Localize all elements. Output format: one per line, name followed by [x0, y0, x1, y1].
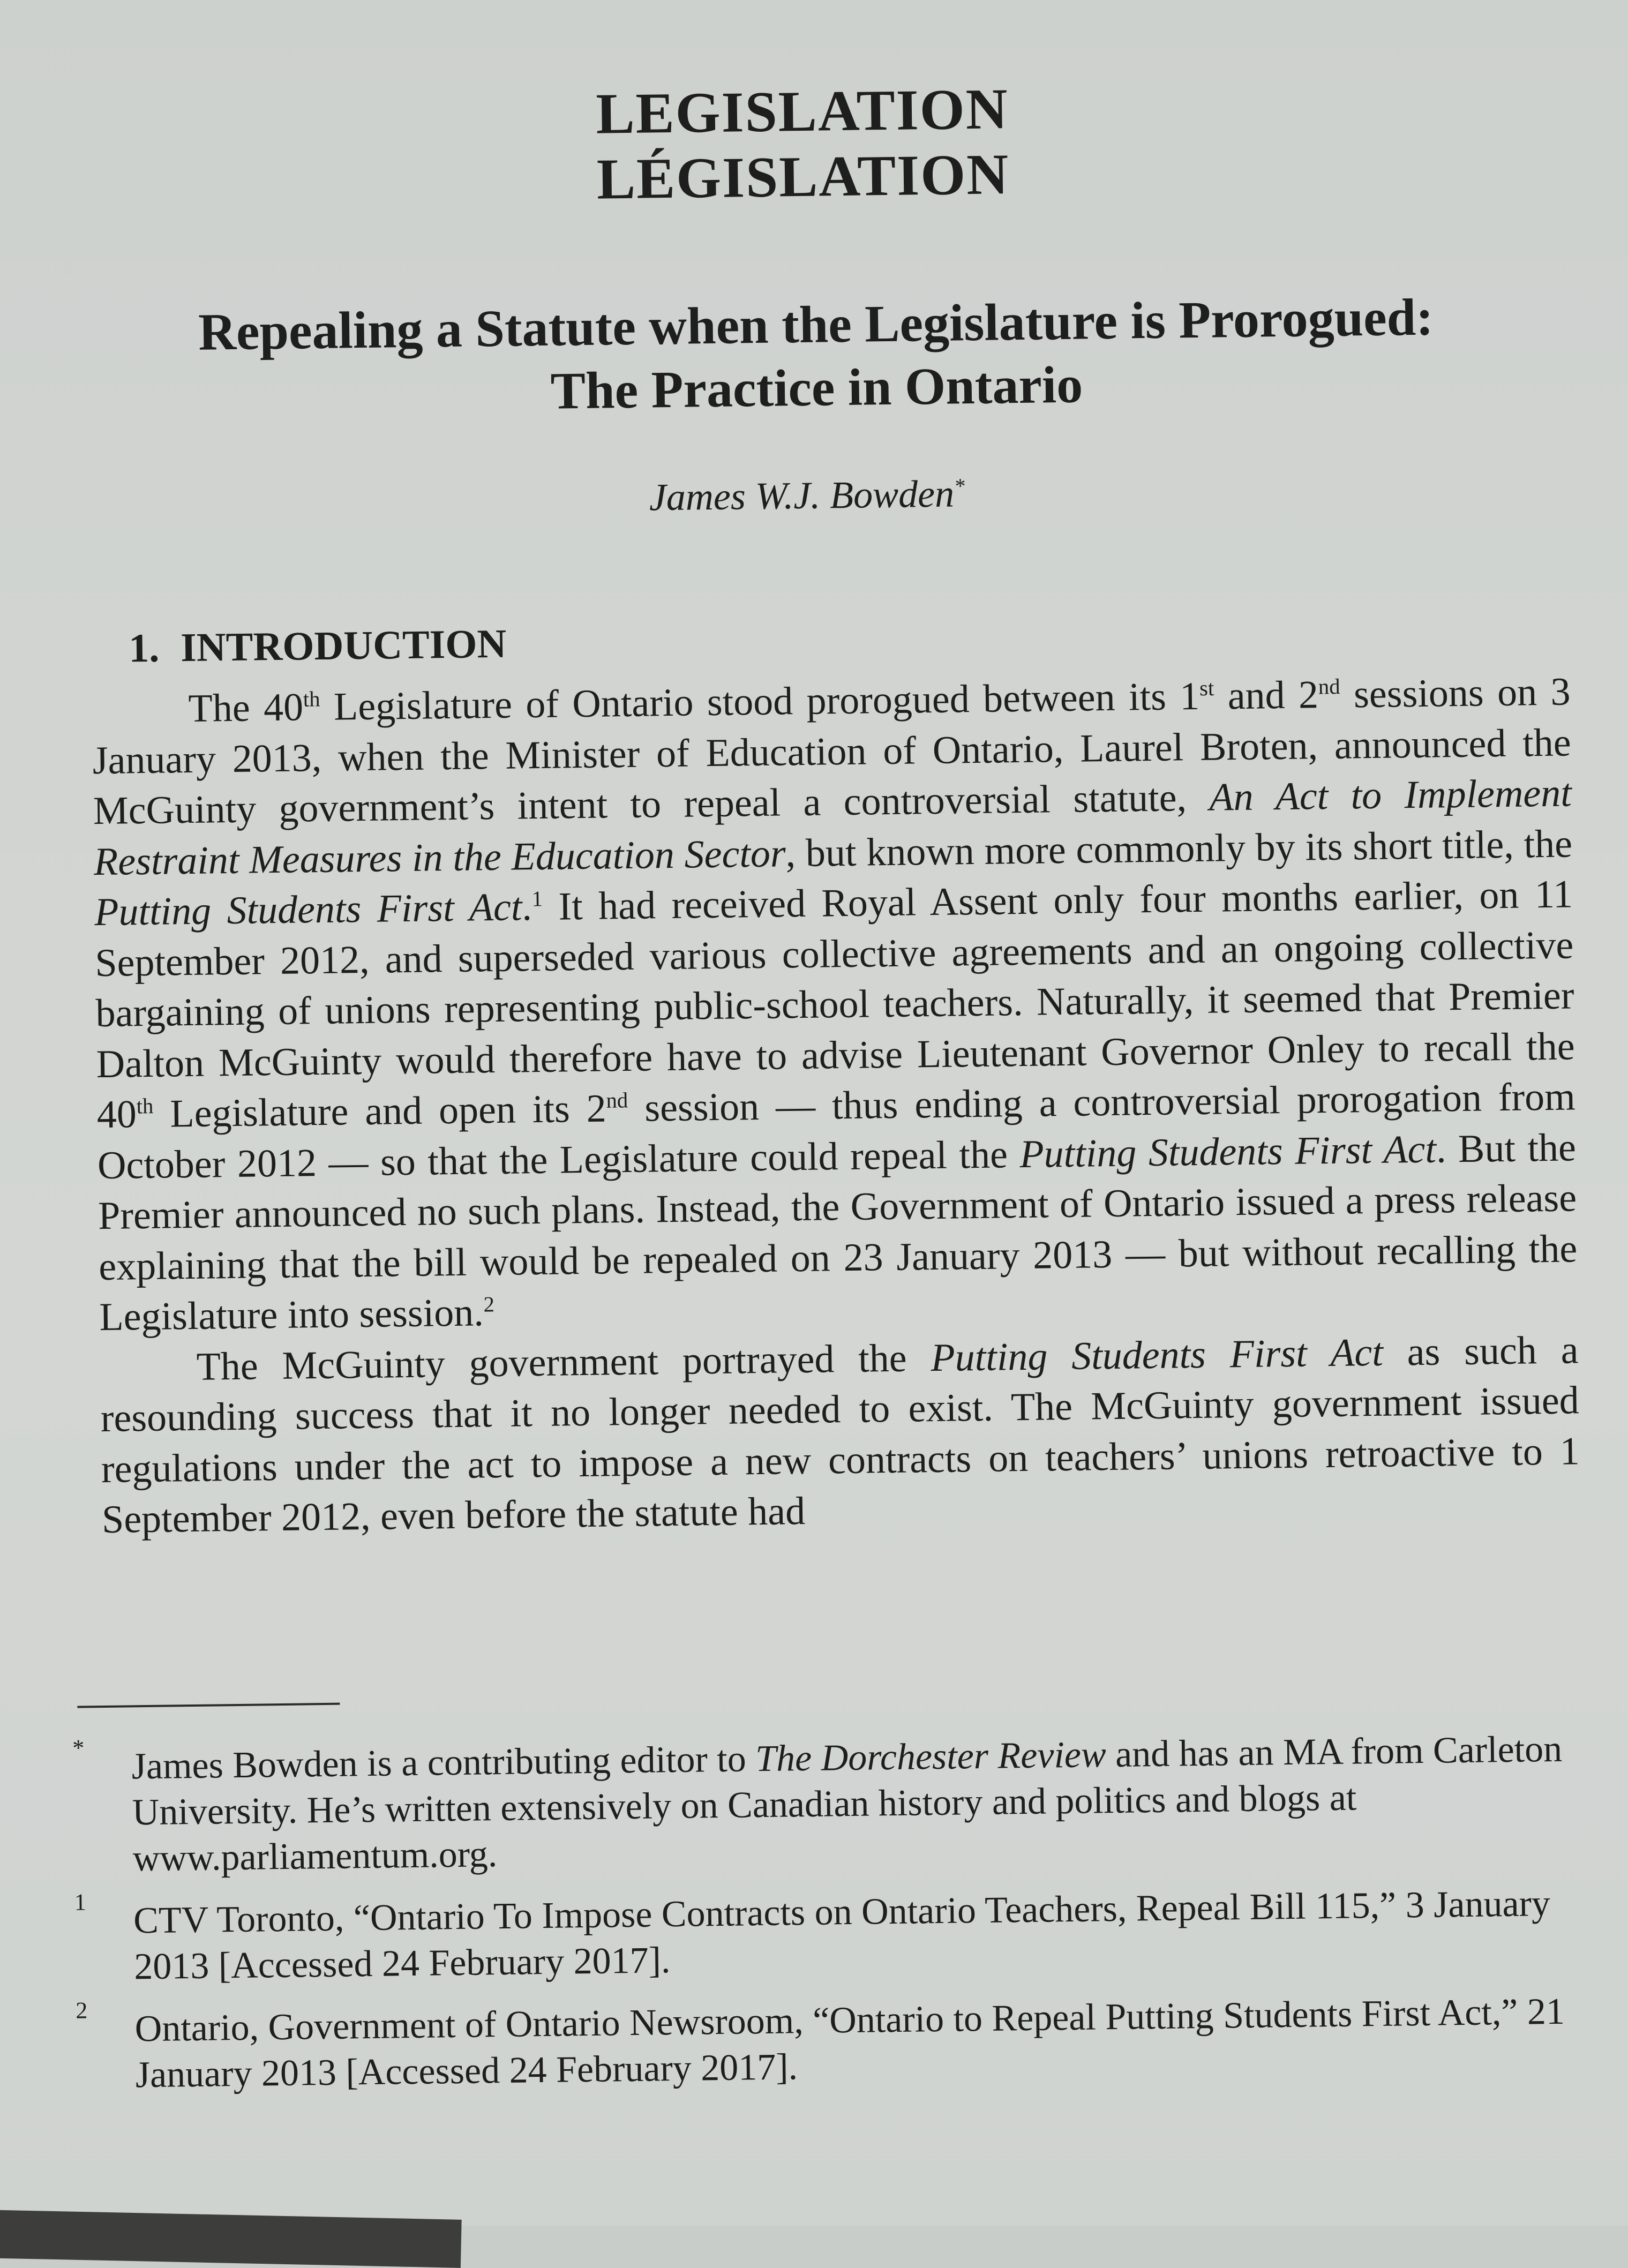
text-run: as such a resounding success that it no longer needed to exist. The McGuinty government issued regulations under the act to impose a new contracts on teachers’ unions retroactive to 1 September 2012, even before the statute had [100, 1327, 1580, 1542]
statute-short-title: Putting Students First Act [1019, 1127, 1437, 1176]
author-name: James W.J. Bowden [649, 472, 955, 519]
text-run: It had received Royal Assent only four months earlier, on 11 September 2012, and superseded various collective agreements and an ongoing collective bargaining of unions representing public-school teachers. Naturally, it seemed that Premier Dalton McGuinty would therefore have to advise Lieutenant Governor Onley to recall the 40 [94, 872, 1576, 1137]
footnote-ref-2[interactable]: 2 [483, 1292, 495, 1317]
footnote-text: Ontario, Government of Ontario Newsroom, “Ontario to Repeal Putting Students First Act,” 21 January 2013 [Accessed 24 February 2017]. [134, 1991, 1565, 2096]
footnote-text: James Bowden is a contributing editor to [131, 1738, 756, 1788]
statute-short-title: Putting Students First Act [930, 1330, 1384, 1380]
footnote-marker: 2 [76, 1997, 88, 2024]
section-title: INTRODUCTION [180, 621, 507, 671]
body-text [92, 666, 1580, 1545]
page-shadow-edge [0, 2210, 462, 2268]
footnotes [72, 1726, 1609, 2115]
text-run: , but known more commonly by its short title, the [785, 821, 1573, 875]
footnote-1 [74, 1880, 1608, 1991]
ordinal-superscript: nd [1318, 674, 1340, 699]
footnote-2 [76, 1988, 1609, 2099]
footnote-author [72, 1726, 1606, 1883]
footnote-text: CTV Toronto, “Ontario To Impose Contracts on Ontario Teachers, Repeal Bill 115,” 3 January 2013 [Accessed 24 February 2017]. [133, 1883, 1551, 1988]
text-run: . [521, 885, 532, 929]
footnote-separator-rule [77, 1703, 340, 1708]
footnote-ref-1[interactable]: 1 [531, 887, 543, 911]
text-run: The McGuinty government portrayed the [196, 1335, 931, 1389]
paragraph-1 [92, 666, 1578, 1342]
ordinal-superscript: th [136, 1094, 154, 1118]
text-run: Legislature and open its 2 [153, 1086, 607, 1136]
section-heading-introduction [129, 620, 507, 673]
text-run: . But the Premier announced no such plans. Instead, the Government of Ontario issued a press release explaining that the bill would be repealed on 23 January 2013 — but without recalling the Legislature into session. [97, 1125, 1578, 1340]
ordinal-superscript: st [1199, 675, 1214, 701]
section-heading-english: LEGISLATION [595, 77, 1009, 146]
section-heading-french: LÉGISLATION [596, 142, 1010, 212]
ordinal-superscript: nd [606, 1088, 628, 1113]
text-run: sessions on 3 January 2013, when the Minister of Education of Ontario, Laurel Broten, announced the McGuinty government’s intent to repeal a controversial statute, [92, 670, 1572, 833]
footnote-marker: * [72, 1734, 85, 1761]
article-title: Repealing a Statute when the Legislature is Prorogued: The Practice in Ontario [198, 288, 1434, 420]
text-run: session — thus ending a controversial prorogation from October 2012 — so that the Legislature could repeal the [97, 1075, 1576, 1188]
publication-title: The Dorchester Review [755, 1734, 1107, 1780]
author-footnote-marker: * [954, 474, 965, 498]
ordinal-superscript: th [303, 687, 320, 711]
footnote-text: and has an MA from Carleton University. He’s written extensively on Canadian history and politics and blogs at www.parliamentum.org. [132, 1728, 1563, 1880]
statute-short-title: Putting Students First Act [94, 885, 522, 935]
author-byline [0, 461, 1621, 529]
text-run: Legislature of Ontario stood prorogued between its 1 [320, 674, 1200, 729]
text-run: The 40 [188, 685, 304, 731]
section-number: 1. [128, 625, 160, 671]
text-run: and 2 [1213, 673, 1319, 718]
paragraph-2 [100, 1325, 1580, 1545]
statute-long-title: An Act to Implement Restraint Measures in the Education Sector [93, 771, 1572, 884]
footnote-marker: 1 [74, 1889, 87, 1916]
